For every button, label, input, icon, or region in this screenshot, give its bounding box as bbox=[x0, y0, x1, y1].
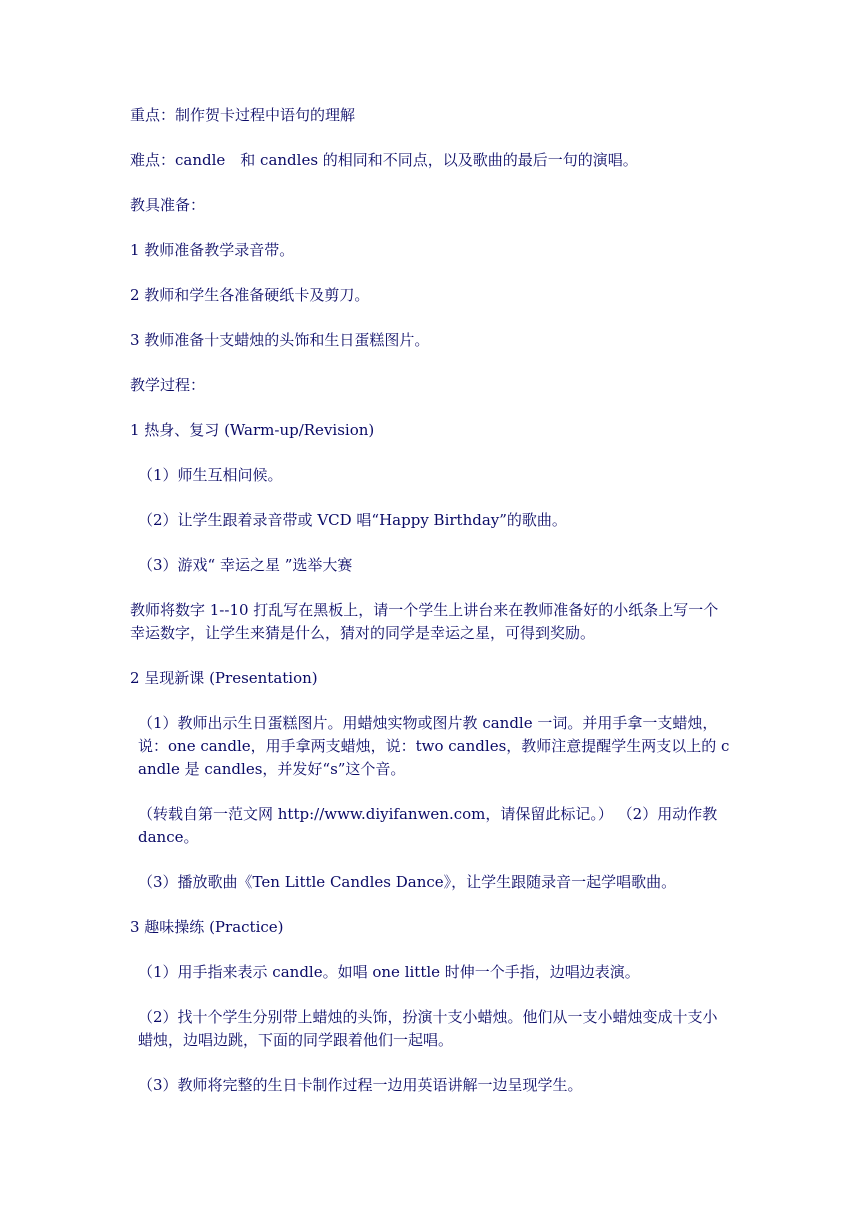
section-heading: 2 呈现新课 (Presentation) bbox=[130, 669, 318, 687]
step-item: （1）师生互相问候。 bbox=[138, 466, 283, 484]
step-item: （2）让学生跟着录音带或 VCD 唱“Happy Birthday”的歌曲。 bbox=[138, 511, 567, 529]
step-item: （1）用手指来表示 candle。如唱 one little 时伸一个手指，边唱边表演。 bbox=[138, 963, 640, 981]
document-page bbox=[130, 104, 730, 1119]
step-item: （3）教师将完整的生日卡制作过程一边用英语讲解一边呈现学生。 bbox=[138, 1076, 583, 1094]
step-item: （3）游戏“ 幸运之星 ”选举大赛 bbox=[138, 556, 353, 574]
section-heading: 1 热身、复习 (Warm-up/Revision) bbox=[130, 421, 375, 439]
step-item: （3）播放歌曲《Ten Little Candles Dance》，让学生跟随录音一起学唱歌曲。 bbox=[138, 873, 677, 891]
key-point-line: 重点：制作贺卡过程中语句的理解 bbox=[130, 106, 356, 124]
materials-item: 1 教师准备教学录音带。 bbox=[130, 241, 295, 259]
body-paragraph: 教师将数字 1--10 打乱写在黑板上，请一个学生上讲台来在教师准备好的小纸条上写一个幸运数字，让学生来猜是什么，猜对的同学是幸运之星，可得到奖励。 bbox=[130, 601, 719, 642]
materials-item: 2 教师和学生各准备硬纸卡及剪刀。 bbox=[130, 286, 370, 304]
section-heading: 3 趣味操练 (Practice) bbox=[130, 918, 284, 936]
process-heading: 教学过程： bbox=[130, 376, 206, 394]
materials-heading: 教具准备： bbox=[130, 196, 206, 214]
difficulty-line: 难点：candle 和 candles 的相同和不同点，以及歌曲的最后一句的演唱。 bbox=[130, 151, 638, 169]
step-item: （转载自第一范文网 http://www.diyifanwen.com，请保留此标记。） （2）用动作教 dance。 bbox=[138, 805, 718, 846]
step-item: （2）找十个学生分别带上蜡烛的头饰，扮演十支小蜡烛。他们从一支小蜡烛变成十支小蜡烛，边唱边跳，下面的同学跟着他们一起唱。 bbox=[138, 1008, 718, 1049]
materials-item: 3 教师准备十支蜡烛的头饰和生日蛋糕图片。 bbox=[130, 331, 430, 349]
step-item: （1）教师出示生日蛋糕图片。用蜡烛实物或图片教 candle 一词。并用手拿一支蜡烛，说：one candle，用手拿两支蜡烛，说：two candles，教师注意提醒学生两支以上的 candle 是 candles，并发好“s”这个音。 bbox=[138, 714, 730, 778]
